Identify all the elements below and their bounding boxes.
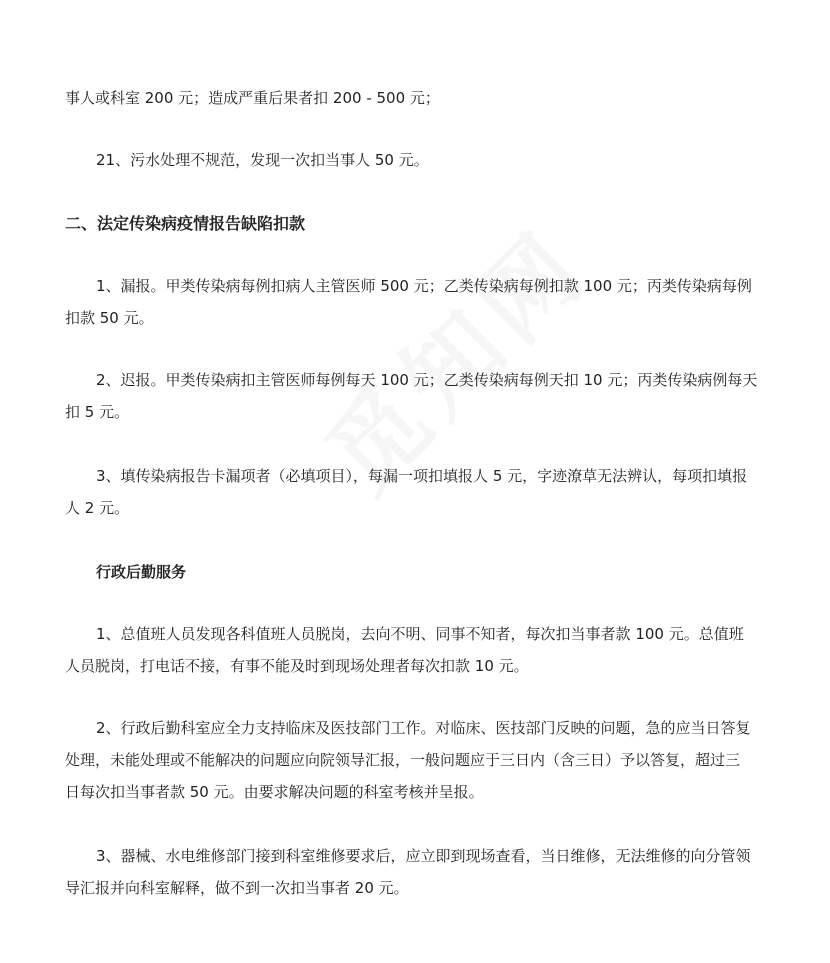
paragraph-line: 3、器械、水电维修部门接到科室维修要求后，应立即到现场查看，当日维修，无法维修的向分管领 — [96, 847, 751, 865]
paragraph-line: 2、行政后勤科室应全力支持临床及医技部门工作。对临床、医技部门反映的问题，急的应当日答复 — [96, 719, 751, 737]
paragraph-line: 3、填传染病报告卡漏项者（必填项目），每漏一项扣填报人 5 元，字迹潦草无法辨认，每项扣填报 — [96, 467, 748, 485]
sub-heading: 行政后勤服务 — [96, 563, 187, 581]
paragraph-line: 扣款 50 元。 — [65, 309, 154, 327]
paragraph-line: 2、迟报。甲类传染病扣主管医师每例每天 100 元；乙类传染病每例天扣 10 元；丙类传染病例每天 — [96, 371, 758, 389]
section-heading: 二、法定传染病疫情报告缺陷扣款 — [65, 214, 306, 233]
paragraph-line: 导汇报并向科室解释，做不到一次扣当事者 20 元。 — [65, 879, 409, 897]
paragraph-line: 1、漏报。甲类传染病每例扣病人主管医师 500 元；乙类传染病每例扣款 100 元；丙类传染病每例 — [96, 277, 752, 295]
paragraph-line: 人员脱岗，打电话不接，有事不能及时到现场处理者每次扣款 10 元。 — [65, 657, 529, 675]
paragraph-line: 21、污水处理不规范，发现一次扣当事人 50 元。 — [96, 151, 429, 169]
paragraph-line: 1、总值班人员发现各科值班人员脱岗，去向不明、同事不知者，每次扣当事者款 100 元。总值班 — [96, 625, 744, 643]
paragraph-line: 事人或科室 200 元；造成严重后果者扣 200 - 500 元； — [65, 89, 440, 107]
paragraph-line: 扣 5 元。 — [65, 403, 130, 421]
paragraph-line: 日每次扣当事者款 50 元。由要求解决问题的科室考核并呈报。 — [65, 783, 484, 801]
paragraph-line: 人 2 元。 — [65, 499, 130, 517]
paragraph-line: 处理，未能处理或不能解决的问题应向院领导汇报，一般问题应于三日内（含三日）予以答复，超过三 — [65, 751, 741, 769]
